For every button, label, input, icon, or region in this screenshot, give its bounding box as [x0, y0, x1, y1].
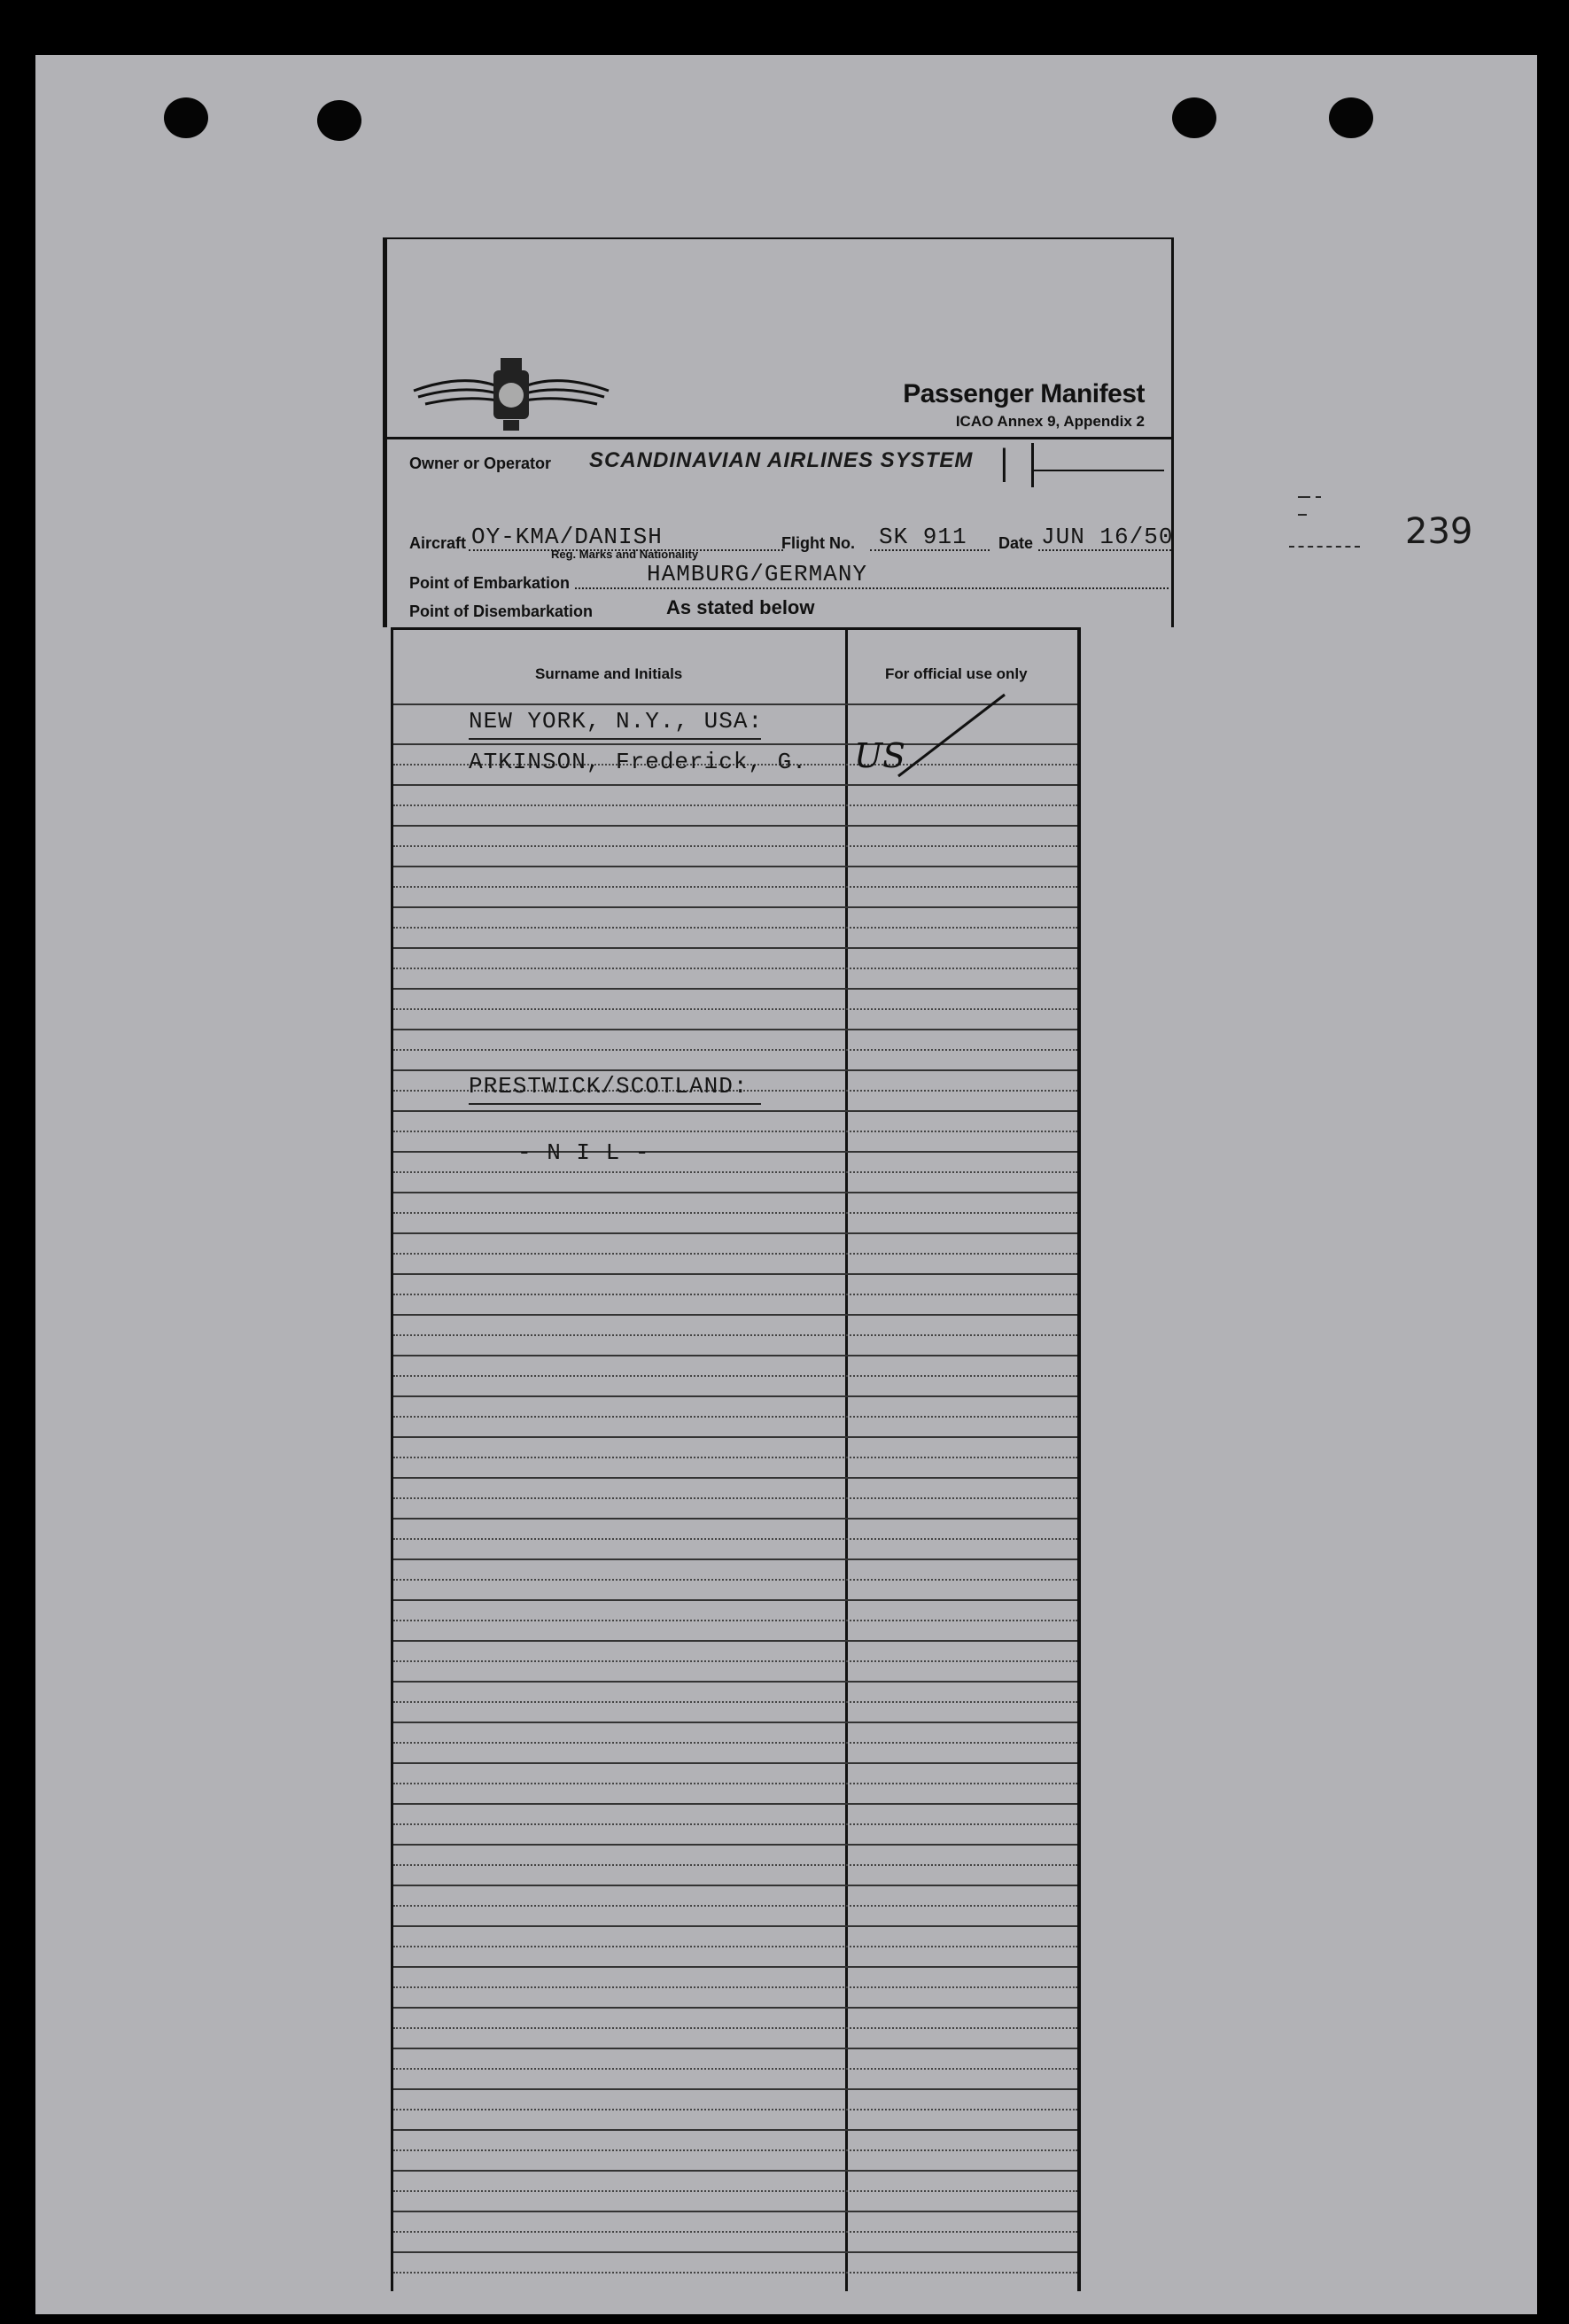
form-header: [383, 237, 1174, 627]
table-rule: [393, 1722, 1077, 1723]
table-rule: [393, 1069, 1077, 1071]
flight-line: [870, 549, 990, 551]
embarkation-value: HAMBURG/GERMANY: [647, 561, 868, 587]
table-rule: [393, 1375, 1077, 1377]
table-rule: [393, 1253, 1077, 1255]
table-rule: [393, 1334, 1077, 1336]
owner-divider: [1031, 443, 1034, 487]
date-line: [1038, 549, 1171, 551]
table-rule: [393, 1416, 1077, 1418]
owner-underline: [1031, 470, 1164, 471]
table-rule: [393, 1599, 1077, 1601]
table-rule: [393, 1436, 1077, 1438]
aircraft-value: OY-KMA/DANISH: [471, 524, 663, 550]
header-underline: [469, 1103, 761, 1105]
owner-value: SCANDINAVIAN AIRLINES SYSTEM: [589, 448, 974, 472]
date-label: Date: [998, 534, 1034, 552]
table-rule: [393, 1946, 1077, 1947]
table-row-text: PRESTWICK/SCOTLAND:: [469, 1073, 749, 1100]
table-rule: [393, 1232, 1077, 1234]
passenger-table: [391, 627, 1081, 2291]
owner-label: Owner or Operator: [409, 455, 552, 472]
table-rule: [393, 1558, 1077, 1560]
table-rule: [393, 2129, 1077, 2131]
table-rule: [393, 2231, 1077, 2233]
table-rule: [393, 2170, 1077, 2172]
table-rule: [393, 1701, 1077, 1703]
punch-hole: [1329, 97, 1373, 138]
table-rule: [393, 1986, 1077, 1988]
passenger-manifest-form: [383, 237, 1174, 2289]
table-rule: [393, 1620, 1077, 1621]
table-rule: [393, 1457, 1077, 1458]
table-rule: [393, 947, 1077, 949]
table-rule: [393, 2048, 1077, 2049]
table-rule: [393, 1660, 1077, 1662]
sas-winged-crest-logo: [409, 351, 613, 435]
table-rule: [393, 2211, 1077, 2212]
punch-hole: [164, 97, 208, 138]
table-rule: [393, 2109, 1077, 2110]
flight-value: SK 911: [879, 524, 967, 550]
col-header-official: For official use only: [885, 665, 1028, 682]
header-rule: [387, 437, 1171, 439]
official-use-mark: US: [854, 736, 906, 775]
table-rule: [393, 1355, 1077, 1356]
table-rule: [393, 1497, 1077, 1499]
table-rule: [393, 1008, 1077, 1010]
table-rule: [393, 1925, 1077, 1927]
header-top-edge: [387, 237, 1171, 264]
table-rule: [393, 1885, 1077, 1886]
table-rule: [393, 2251, 1077, 2253]
embarkation-label: Point of Embarkation: [409, 574, 571, 592]
table-rule: [393, 1131, 1077, 1132]
table-rule: [393, 1905, 1077, 1907]
table-rule: [393, 866, 1077, 867]
form-subtitle: ICAO Annex 9, Appendix 2: [955, 413, 1145, 430]
table-rule: [393, 1783, 1077, 1784]
table-rule: [393, 1294, 1077, 1295]
table-rule: [393, 1518, 1077, 1520]
aircraft-sublabel: Reg. Marks and Nationality: [551, 548, 699, 561]
table-rule: [393, 1477, 1077, 1479]
table-row-text: NEW YORK, N.Y., USA:: [469, 708, 764, 735]
disembarkation-label: Point of Disembarkation: [409, 602, 594, 620]
table-rule: [393, 2068, 1077, 2070]
form-title: Passenger Manifest: [903, 379, 1145, 408]
date-value: JUN 16/50: [1041, 524, 1174, 550]
flight-label: Flight No.: [781, 534, 855, 552]
table-row-text: ATKINSON, Frederick, G.: [469, 749, 807, 775]
punch-hole: [1172, 97, 1216, 138]
table-rule: [393, 2007, 1077, 2009]
table-rule: [393, 1681, 1077, 1683]
table-rule: [393, 1029, 1077, 1030]
owner-mark: |: [998, 443, 1010, 482]
disembarkation-value: As stated below: [666, 596, 815, 618]
table-rule: [393, 825, 1077, 827]
table-rule: [393, 1212, 1077, 1214]
table-rule: [393, 1823, 1077, 1825]
table-rule: [393, 845, 1077, 847]
table-rule: [393, 968, 1077, 969]
table-rule: [393, 1742, 1077, 1744]
table-rule: [393, 1273, 1077, 1275]
table-rule: [393, 988, 1077, 990]
punch-hole: [317, 100, 361, 141]
table-rule: [393, 1803, 1077, 1805]
embarkation-line: [575, 587, 1169, 589]
table-rule: [393, 2088, 1077, 2090]
aircraft-label: Aircraft: [409, 534, 467, 552]
table-rule: [393, 2272, 1077, 2273]
table-rule: [393, 886, 1077, 888]
table-rule: [393, 804, 1077, 806]
table-rule: [393, 1966, 1077, 1968]
table-rule: [393, 1314, 1077, 1316]
check-slash-mark: [889, 688, 1014, 785]
page-number: 239: [1405, 511, 1473, 552]
table-rule: [393, 2149, 1077, 2151]
table-rule: [393, 1395, 1077, 1397]
table-rule: [393, 1110, 1077, 1112]
table-rule: [393, 2027, 1077, 2029]
header-underline: [469, 738, 761, 740]
table-rule: [393, 1640, 1077, 1642]
column-divider: [845, 630, 848, 2291]
table-rule: [393, 1049, 1077, 1051]
margin-marks: [1289, 494, 1369, 548]
table-row-text: - N I L -: [517, 1139, 650, 1166]
table-rule: [393, 1864, 1077, 1866]
table-rule: [393, 1538, 1077, 1540]
col-header-surname: Surname and Initials: [535, 665, 683, 682]
table-rule: [393, 1192, 1077, 1193]
table-rule: [393, 1844, 1077, 1846]
table-rule: [393, 2190, 1077, 2192]
table-rule: [393, 1151, 1077, 1153]
table-rule: [393, 1762, 1077, 1764]
table-rule: [393, 906, 1077, 908]
table-rule: [393, 1579, 1077, 1581]
table-rule: [393, 927, 1077, 929]
table-rule: [393, 1171, 1077, 1173]
